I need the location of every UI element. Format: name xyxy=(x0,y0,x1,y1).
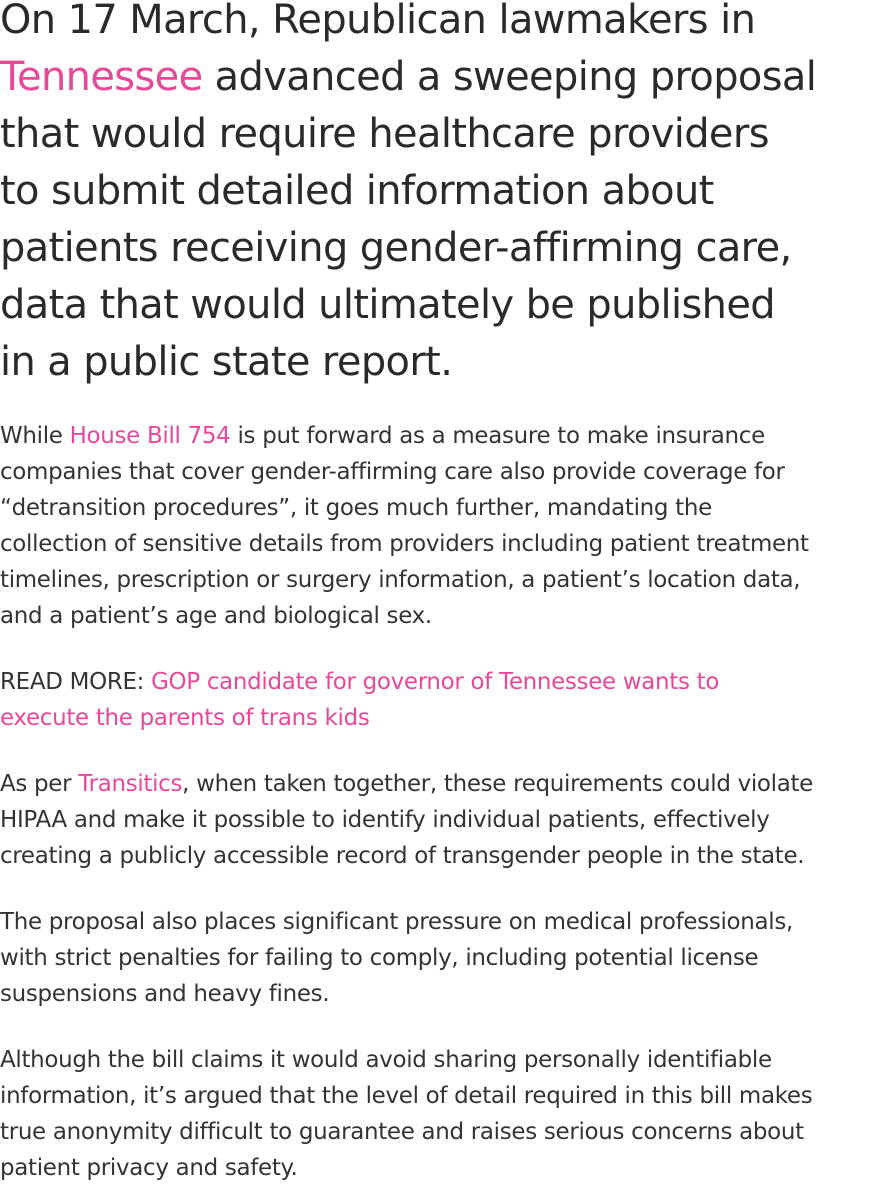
read-more-line xyxy=(0,700,895,736)
transitics-link[interactable]: Transitics xyxy=(78,771,183,797)
lede-line: that would require healthcare providers xyxy=(0,111,769,157)
house-bill-754-link[interactable]: House Bill 754 xyxy=(69,423,231,449)
lede-line: patients receiving gender-affirming care, xyxy=(0,225,792,271)
paragraph-line: information, it’s argued that the level of detail required in this bill makes xyxy=(0,1083,813,1109)
paragraph-line: with strict penalties for failing to comply, including potential license xyxy=(0,945,759,971)
read-more-line xyxy=(0,664,895,700)
paragraph-penalties xyxy=(0,904,895,1012)
paragraph-text: , when taken together, these requirements could violate xyxy=(182,771,813,797)
paragraph-line: timelines, prescription or surgery information, a patient’s location data, xyxy=(0,567,801,593)
paragraph-line: creating a publicly accessible record of transgender people in the state. xyxy=(0,843,805,869)
paragraph-transitics xyxy=(0,766,895,874)
article-lede xyxy=(0,0,895,391)
paragraph-line: “detransition procedures”, it goes much further, mandating the xyxy=(0,495,712,521)
paragraph-text: As per xyxy=(0,771,79,797)
read-more-link[interactable]: GOP candidate for governor of Tennessee wants to xyxy=(151,669,720,695)
paragraph-text: is put forward as a measure to make insurance xyxy=(230,423,765,449)
lede-line: On 17 March, Republican lawmakers in xyxy=(0,0,756,43)
paragraph-privacy xyxy=(0,1042,895,1186)
paragraph-line: The proposal also places significant pressure on medical professionals, xyxy=(0,909,793,935)
paragraph-line xyxy=(0,418,895,454)
lede-line xyxy=(0,49,895,106)
lede-line-text: advanced a sweeping proposal xyxy=(202,54,817,100)
paragraph-line: companies that cover gender-affirming care also provide coverage for xyxy=(0,459,785,485)
paragraph-line: Although the bill claims it would avoid sharing personally identifiable xyxy=(0,1047,772,1073)
lede-line: data that would ultimately be published xyxy=(0,282,776,328)
paragraph-line: true anonymity difficult to guarantee and raises serious concerns about xyxy=(0,1119,804,1145)
paragraph-line: collection of sensitive details from providers including patient treatment xyxy=(0,531,809,557)
read-more-link[interactable]: execute the parents of trans kids xyxy=(0,705,370,731)
read-more-block xyxy=(0,664,895,736)
paragraph-line: suspensions and heavy fines. xyxy=(0,981,330,1007)
paragraph-house-bill xyxy=(0,418,895,634)
lede-line: in a public state report. xyxy=(0,339,453,385)
paragraph-line: HIPAA and make it possible to identify individual patients, effectively xyxy=(0,807,770,833)
paragraph-text: While xyxy=(0,423,70,449)
read-more-label: READ MORE: xyxy=(0,669,152,695)
paragraph-line: and a patient’s age and biological sex. xyxy=(0,603,432,629)
lede-line: to submit detailed information about xyxy=(0,168,714,214)
paragraph-line: patient privacy and safety. xyxy=(0,1155,298,1181)
paragraph-line xyxy=(0,766,895,802)
tennessee-link[interactable]: Tennessee xyxy=(0,54,203,100)
